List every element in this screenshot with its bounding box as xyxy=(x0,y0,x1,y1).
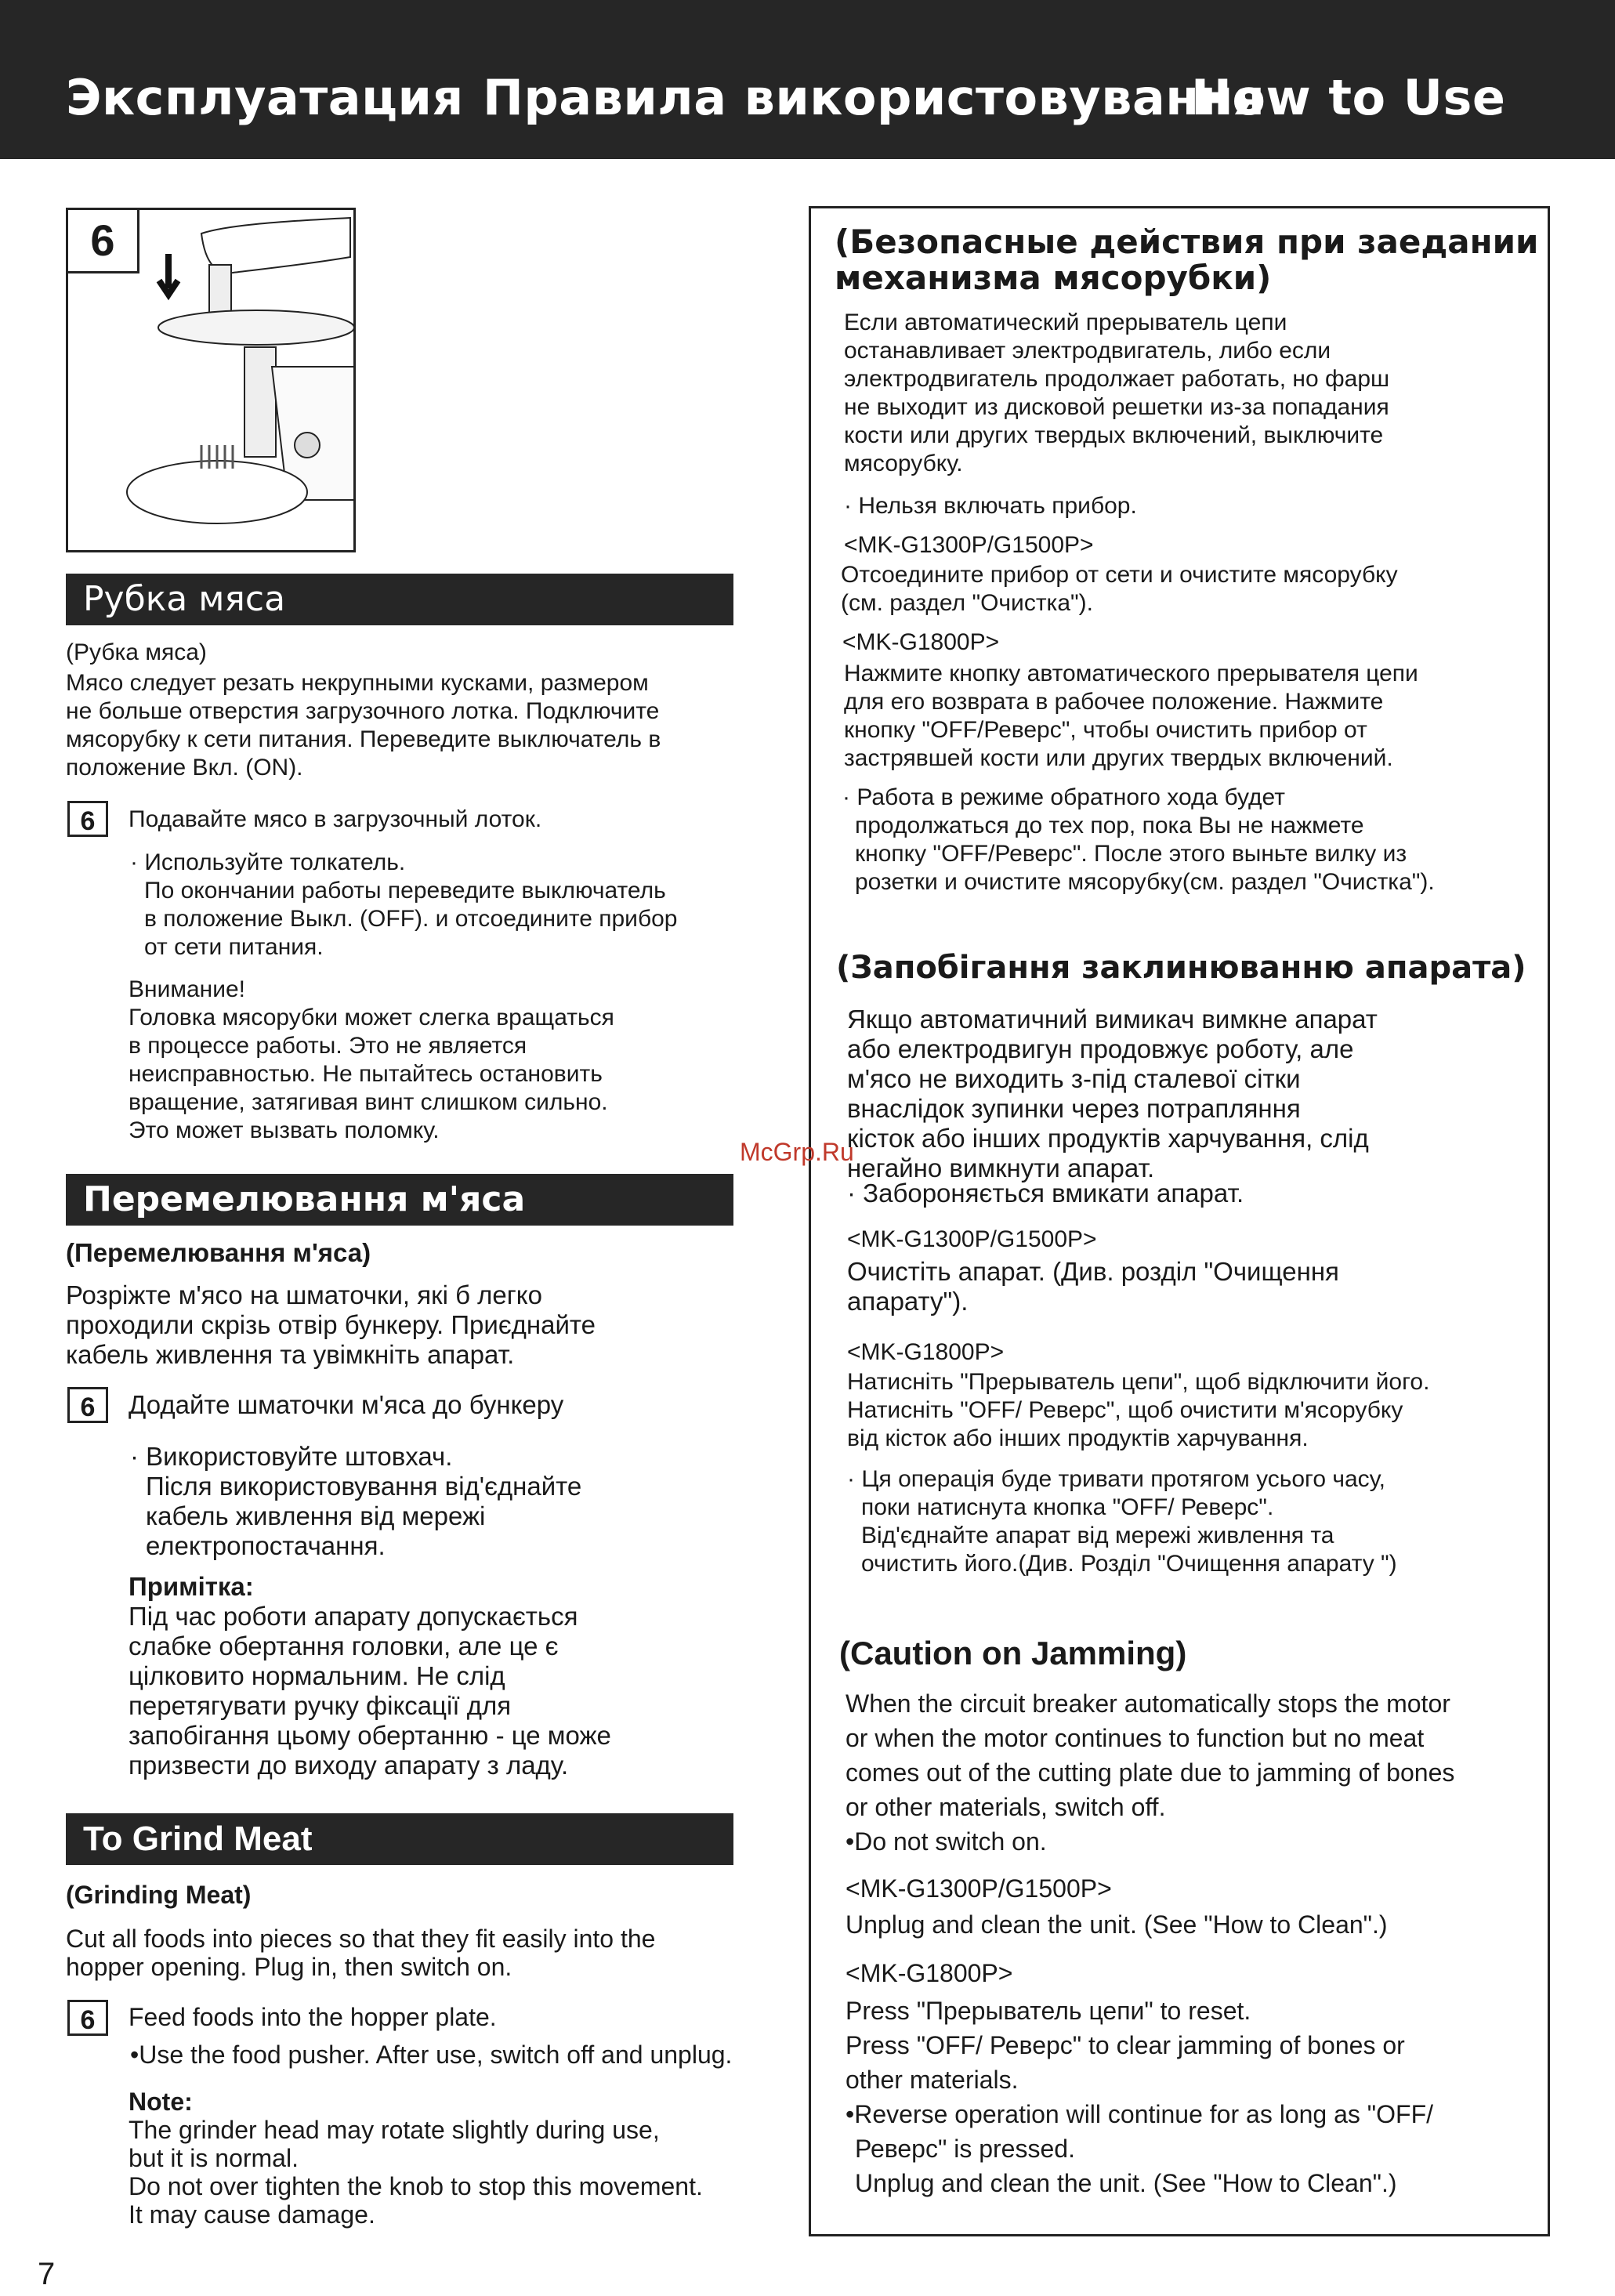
caution-uk-model2-text: Натисніть "Прерыватель цепи", щоб відключити його. Натисніть "OFF/ Реверс", щоб очистити м'ясорубку від кісток або інших продуктів харчування. xyxy=(847,1369,1430,1451)
caution-uk-bullet2: · Ця операція буде тривати протягом усього часу, поки натиснута кнопка "OFF/ Реверс". Від'єднайте апарат від мережі живлення та очистить його.(Див. Розділ "Очищення апарату ") xyxy=(847,1466,1397,1577)
header-title-uk: Правила використовування xyxy=(483,69,1266,126)
page-number: 7 xyxy=(38,2257,56,2291)
en-subtitle: (Grinding Meat) xyxy=(66,1881,252,1909)
caution-en-model1-text: Unplug and clean the unit. (See "How to Clean".) xyxy=(846,1910,1388,1939)
uk-step-bullet: · Використовуйте штовхач. Після використовування від'єднайте кабель живлення від мережі електропостачання. xyxy=(130,1442,582,1560)
caution-uk-body: Якщо автоматичний вимикач вимкне апарат або електродвигун продовжує роботу, але м'ясо не виходить з-під сталевої сітки внаслідок зупинки через потрапляння кісток або інших продуктів харчування, слід негайно вимкнути апарат. xyxy=(847,1005,1378,1182)
caution-uk-model1: <MK-G1300P/G1500P> xyxy=(847,1226,1097,1252)
caution-ru-bullet2: · Работа в режиме обратного хода будет продолжаться до тех пор, пока Вы не нажмете кнопку "OFF/Реверс". После этого выньте вилку из розетки и очистите мясорубку(см. раздел "Очистка"). xyxy=(842,784,1435,895)
ru-note: Внимание! Головка мясорубки может слегка вращаться в процессе работы. Это не является неисправностью. Не пытайтесь остановить вращение, затягивая винт слишком сильно. Это может вызвать поломку. xyxy=(129,976,614,1143)
caution-ru-model1: <MK-G1300P/G1500P> xyxy=(844,532,1094,558)
caution-uk-bullet: · Забороняється вмикати апарат. xyxy=(847,1179,1244,1208)
en-step-number: 6 xyxy=(67,2000,108,2036)
caution-en-title: (Caution on Jamming) xyxy=(839,1635,1187,1671)
uk-subtitle: (Перемелювання м'яса) xyxy=(66,1238,371,1267)
meat-grinder-illustration xyxy=(66,208,356,552)
caution-en-model2-text: Press "Прерыватель цепи" to reset. Press "OFF/ Реверс" to clear jamming of bones or other materials. •Reverse operation will continue for as long as "OFF/ Реверс" is pressed. Unplug and clean the unit. (See "How to Clean".) xyxy=(846,1997,1434,2197)
section-title-ru: Рубка мяса xyxy=(66,574,733,625)
en-note: Note: The grinder head may rotate slightly during use, but it is normal. Do not over tighten the knob to stop this movement. It may cause damage. xyxy=(129,2088,703,2229)
header-title-ru: Эксплуатация xyxy=(66,69,464,126)
caution-ru-model1-text: Отсоедините прибор от сети и очистите мясорубку (см. раздел "Очистка"). xyxy=(841,562,1398,616)
uk-intro: Розріжте м'ясо на шматочки, які б легко проходили скрізь отвір бункеру. Приєднайте кабель живлення та увімкніть апарат. xyxy=(66,1280,596,1369)
uk-note: Примітка: Під час роботи апарату допускається слабке обертання головки, але це є цілковито нормальним. Не слід перетягувати ручку фіксації для запобігання цьому обертанню - це може призвести до виходу апарату з ладу. xyxy=(129,1572,611,1780)
en-intro: Cut all foods into pieces so that they fit easily into the hopper opening. Plug in, then switch on. xyxy=(66,1925,656,1981)
grinder-drawing xyxy=(68,210,353,550)
ru-step-text: Подавайте мясо в загрузочный лоток. xyxy=(129,806,542,832)
bowl xyxy=(127,461,307,523)
caution-ru-model2-text: Нажмите кнопку автоматического прерывателя цепи для его возврата в рабочее положение. Нажмите кнопку "OFF/Реверс", чтобы очистить прибор от застрявшей кости или других твердых включений. xyxy=(844,661,1418,771)
hopper-plate xyxy=(158,310,353,345)
down-arrow-icon xyxy=(159,254,178,295)
en-step-bullet: •Use the food pusher. After use, switch off and unplug. xyxy=(130,2041,733,2069)
caution-uk-title: (Запобігання заклинюванню апарата) xyxy=(836,950,1526,986)
figure-step-number: 6 xyxy=(68,210,139,273)
ru-subtitle: (Рубка мяса) xyxy=(66,639,207,665)
caution-box xyxy=(809,206,1550,2236)
header-title-en: How to Use xyxy=(1191,69,1506,126)
watermark-link[interactable]: McGrp.Ru xyxy=(740,1138,854,1166)
section-title-uk: Перемелювання м'яса xyxy=(66,1174,733,1226)
caution-en-model2: <MK-G1800P> xyxy=(846,1959,1013,1987)
caution-ru-bullet: · Нельзя включать прибор. xyxy=(844,493,1137,519)
caution-ru-body: Если автоматический прерыватель цепи останавливает электродвигатель, либо если электродвигатель продолжает работать, но фарш не выходит из дисковой решетки из-за попадания кости или других твердых включений, выключите мясорубку. xyxy=(844,310,1390,476)
caution-uk-model1-text: Очистіть апарат. (Див. розділ "Очищення апарату"). xyxy=(847,1257,1339,1316)
grinder-head xyxy=(244,347,276,457)
caution-uk-model2: <MK-G1800P> xyxy=(847,1339,1005,1365)
section-title-en: To Grind Meat xyxy=(66,1813,733,1865)
ru-step-bullet: · Используйте толкатель. По окончании работы переведите выключатель в положение Выкл. (OFF). и отсоедините прибор от сети питания. xyxy=(130,849,678,960)
uk-step-text: Додайте шматочки м'яса до бункеру xyxy=(129,1390,564,1419)
caution-en-body: When the circuit breaker automatically stops the motor or when the motor continues to function but no meat comes out of the cutting plate due to jamming of bones or other materials, switch off. •Do not switch on. xyxy=(846,1689,1455,1856)
en-step-text: Feed foods into the hopper plate. xyxy=(129,2003,497,2031)
caution-ru-title: (Безопасные действия при заедании механизма мясорубки) xyxy=(835,223,1539,297)
ru-step-number: 6 xyxy=(67,801,108,837)
page-header xyxy=(0,0,1615,159)
ru-intro: Мясо следует резать некрупными кусками, размером не больше отверстия загрузочного лотка. Подключите мясорубку к сети питания. Переведите выключатель в положение Вкл. (ON). xyxy=(66,670,661,780)
uk-step-number: 6 xyxy=(67,1387,108,1423)
switch-knob-icon xyxy=(295,433,320,458)
caution-ru-model2: <MK-G1800P> xyxy=(842,629,1000,655)
caution-en-model1: <MK-G1300P/G1500P> xyxy=(846,1874,1112,1903)
